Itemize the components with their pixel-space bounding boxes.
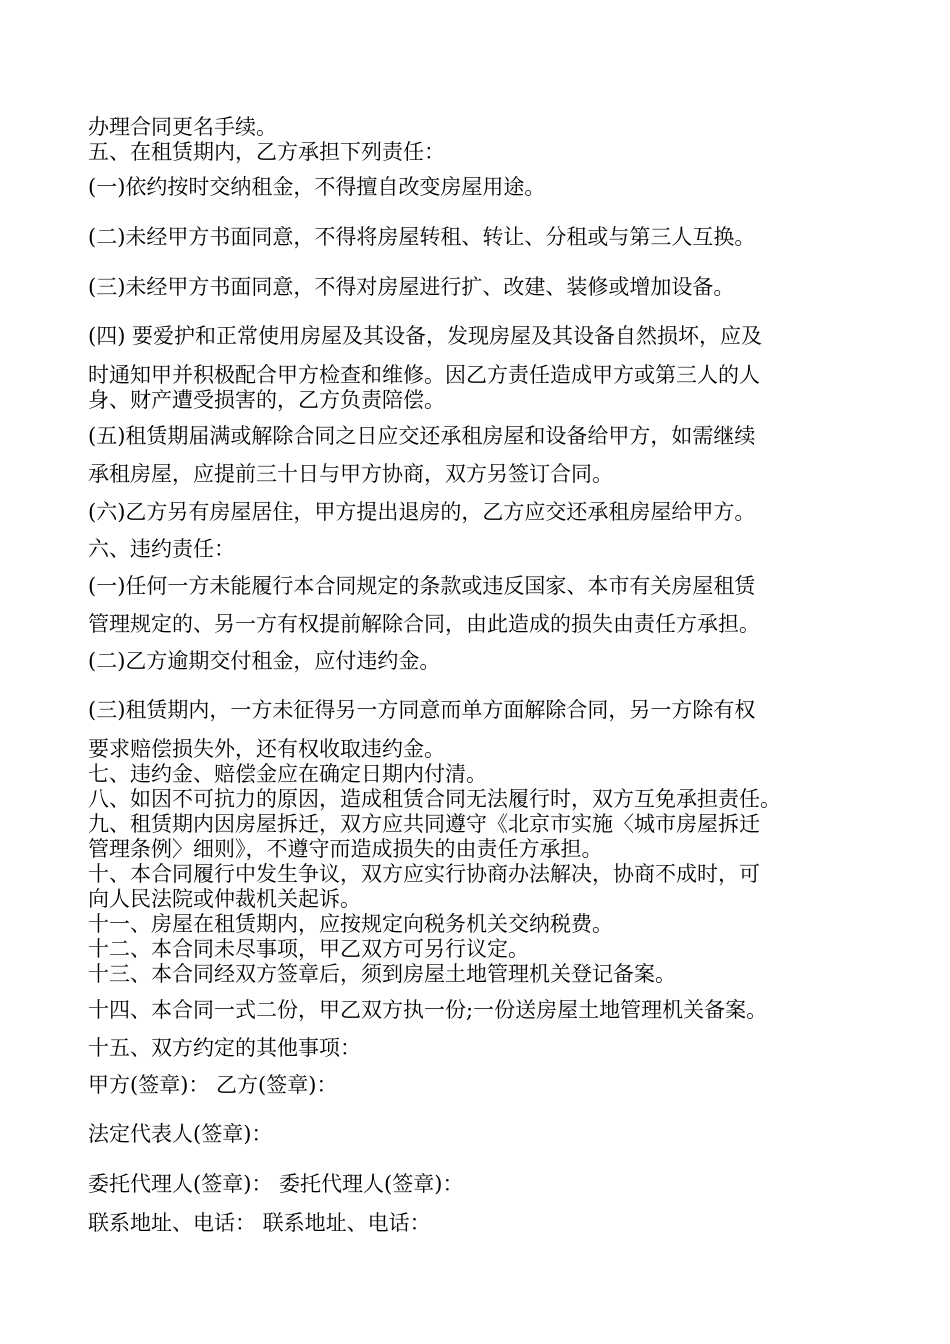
section-heading: 十、本合同履行中发生争议，双方应实行协商办法解决，协商不成时，可 — [88, 862, 760, 886]
text-line: (六)乙方另有房屋居住，甲方提出退房的，乙方应交还承租房屋给甲方。 — [88, 500, 756, 524]
text-line: 向人民法院或仲裁机关起诉。 — [88, 887, 361, 911]
section-heading: 十二、本合同未尽事项，甲乙双方可另行议定。 — [88, 937, 529, 961]
text-line: 身、财产遭受损害的，乙方负责陪偿。 — [88, 388, 445, 412]
section-heading: 六、违约责任： — [88, 537, 235, 561]
signature-line-agent: 委托代理人(签章)： 委托代理人(签章)： — [88, 1172, 464, 1196]
text-line: (五)租赁期届满或解除合同之日应交还承租房屋和设备给甲方，如需继续 — [88, 424, 756, 448]
section-heading: 九、租赁期内因房屋拆迁，双方应共同遵守《北京市实施〈城市房屋拆迁 — [88, 812, 760, 836]
text-line: (三)租赁期内，一方未征得另一方同意而单方面解除合同，另一方除有权 — [88, 698, 756, 722]
section-heading: 十四、本合同一式二份，甲乙双方执一份;一份送房屋土地管理机关备案。 — [88, 998, 768, 1022]
text-line: (一)依约按时交纳租金，不得擅自改变房屋用途。 — [88, 175, 546, 199]
section-heading: 十一、房屋在租赁期内，应按规定向税务机关交纳税费。 — [88, 912, 613, 936]
text-line: 要求赔偿损失外，还有权收取违约金。 — [88, 737, 445, 761]
section-heading: 十五、双方约定的其他事项： — [88, 1036, 361, 1060]
text-line: 承租房屋，应提前三十日与甲方协商，双方另签订合同。 — [88, 462, 613, 486]
text-line: 管理规定的、另一方有权提前解除合同，由此造成的损失由责任方承担。 — [88, 612, 760, 636]
section-heading: 七、违约金、赔偿金应在确定日期内付清。 — [88, 762, 487, 786]
text-line: 时通知甲并积极配合甲方检查和维修。因乙方责任造成甲方或第三人的人 — [88, 363, 760, 387]
text-line: (二)未经甲方书面同意，不得将房屋转租、转让、分租或与第三人互换。 — [88, 225, 756, 249]
text-line: (二)乙方逾期交付租金，应付违约金。 — [88, 649, 441, 673]
text-line: (三)未经甲方书面同意，不得对房屋进行扩、改建、装修或增加设备。 — [88, 275, 735, 299]
section-heading: 八、如因不可抗力的原因，造成租赁合同无法履行时，双方互免承担责任。 — [88, 787, 781, 811]
signature-line-party: 甲方(签章)： 乙方(签章)： — [88, 1073, 338, 1097]
contact-line: 联系地址、电话： 联系地址、电话： — [88, 1211, 431, 1235]
text-line: (四) 要爱护和正常使用房屋及其设备，发现房屋及其设备自然损坏，应及 — [88, 324, 763, 348]
text-line: 办理合同更名手续。 — [88, 115, 277, 139]
text-line: 管理条例〉细则》，不遵守而造成损失的由责任方承担。 — [88, 837, 603, 861]
signature-line-representative: 法定代表人(签章)： — [88, 1122, 273, 1146]
text-line: (一)任何一方未能履行本合同规定的条款或违反国家、本市有关房屋租赁 — [88, 574, 756, 598]
section-heading: 五、在租赁期内，乙方承担下列责任： — [88, 140, 445, 164]
section-heading: 十三、本合同经双方签章后，须到房屋土地管理机关登记备案。 — [88, 962, 676, 986]
